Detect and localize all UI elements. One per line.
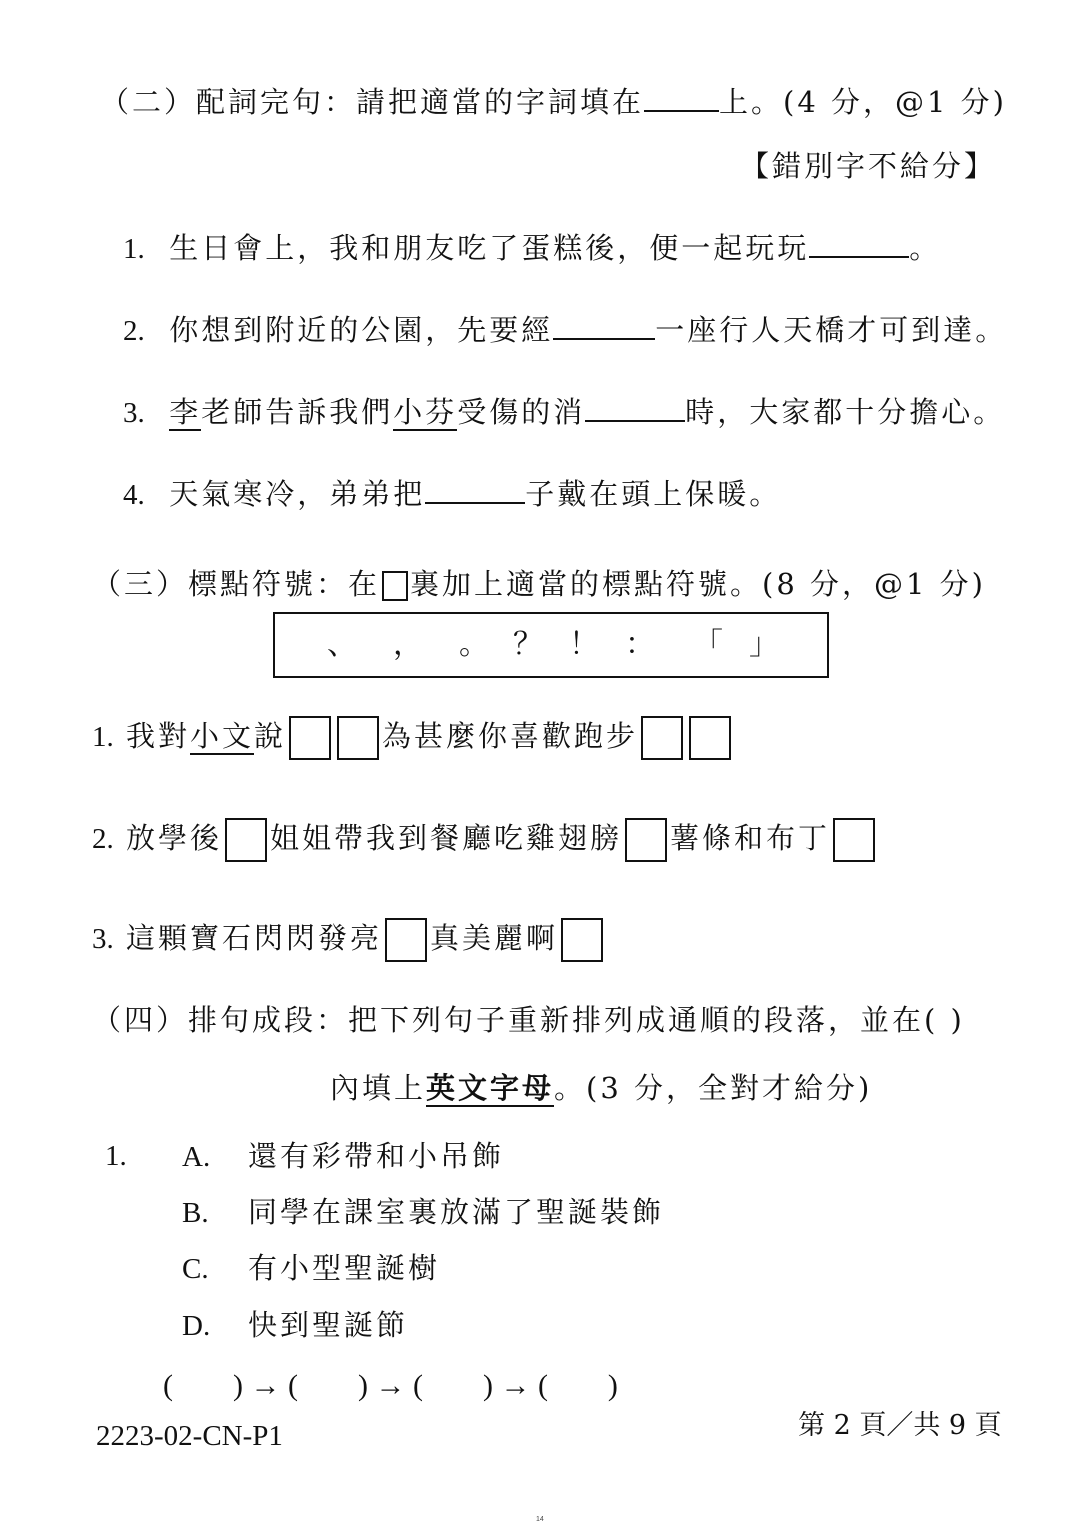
section4-heading-line2: 內填上英文字母。(3 分，全對才給分): [330, 1071, 873, 1105]
symbol-colon: ：: [625, 627, 655, 662]
symbol-exclaim: ！: [569, 627, 599, 662]
section4-heading-line1: （四）排句成段：把下列句子重新排列成通順的段落，並在( ): [92, 1003, 965, 1037]
s3-question-1: 1. 我對小文說 為甚麼你喜歡跑步: [92, 716, 734, 760]
punct-box-2c[interactable]: [833, 818, 875, 862]
page-number: 第 2 頁／共 9 頁: [798, 1410, 1002, 1441]
heading-blank: [644, 82, 719, 112]
answer-blank-4[interactable]: [425, 474, 525, 504]
s3-question-3: 3. 這顆寶石閃閃發亮 真美麗啊: [92, 918, 606, 962]
punct-box-1a[interactable]: [289, 716, 331, 760]
s2-question-4: 4. 天氣寒冷，弟弟把 子戴在頭上保暖。: [123, 474, 781, 515]
answer-blank-2[interactable]: [553, 310, 655, 340]
symbol-period: 。: [459, 627, 489, 662]
answer-sequence-row[interactable]: ( ) → ( ) → ( ) → ( ): [163, 1369, 618, 1402]
symbol-open-quote: 「: [693, 627, 723, 662]
s4-question-number: 1.: [105, 1140, 127, 1172]
punct-box-1d[interactable]: [689, 716, 731, 760]
symbol-question: ？: [513, 627, 543, 662]
section3-heading: （三）標點符號：在 裏加上適當的標點符號。(8 分，@1 分): [92, 567, 986, 601]
scan-page-number: 14: [536, 1516, 544, 1523]
section2-heading: （二）配詞完句：請把適當的字詞填在 上。(4 分，@1 分): [100, 82, 1007, 122]
s2-question-1: 1. 生日會上，我和朋友吃了蛋糕後，便一起玩玩 。: [123, 228, 941, 269]
s2-question-2: 2. 你想到附近的公園，先要經 一座行人天橋才可到達。: [123, 310, 1007, 351]
example-box: [382, 571, 408, 601]
symbol-dunhao: 、: [327, 627, 357, 662]
section2-note: 【錯別字不給分】: [740, 149, 997, 183]
proper-name-xiaowen: 小文: [189, 719, 254, 753]
punct-box-1c[interactable]: [641, 716, 683, 760]
option-D: D. 快到聖誕節: [182, 1308, 409, 1342]
option-B: B. 同學在課室裏放滿了聖誕裝飾: [182, 1195, 665, 1229]
punct-box-3b[interactable]: [561, 918, 603, 962]
option-A: A. 還有彩帶和小吊飾: [182, 1139, 505, 1173]
option-C: C. 有小型聖誕樹: [182, 1251, 441, 1285]
proper-name-li: 李: [169, 395, 202, 429]
symbol-comma: ，: [393, 627, 423, 662]
answer-blank-3[interactable]: [585, 392, 685, 422]
symbol-close-quote: 」: [749, 627, 779, 662]
punct-box-1b[interactable]: [337, 716, 379, 760]
punct-box-2a[interactable]: [225, 818, 267, 862]
emphasis-english-letters: 英文字母: [426, 1071, 555, 1105]
s2-question-3: 3. 李老師告訴我們小芬受傷的消 時，大家都十分擔心。: [123, 392, 1005, 433]
paper-code: 2223-02-CN-P1: [96, 1420, 283, 1452]
answer-blank-1[interactable]: [809, 228, 909, 258]
punct-box-2b[interactable]: [625, 818, 667, 862]
s3-question-2: 2. 放學後 姐姐帶我到餐廳吃雞翅膀 薯條和布丁: [92, 818, 878, 862]
punct-box-3a[interactable]: [385, 918, 427, 962]
punctuation-symbol-box: [273, 612, 829, 678]
proper-name-xiaofen: 小芬: [393, 395, 458, 429]
